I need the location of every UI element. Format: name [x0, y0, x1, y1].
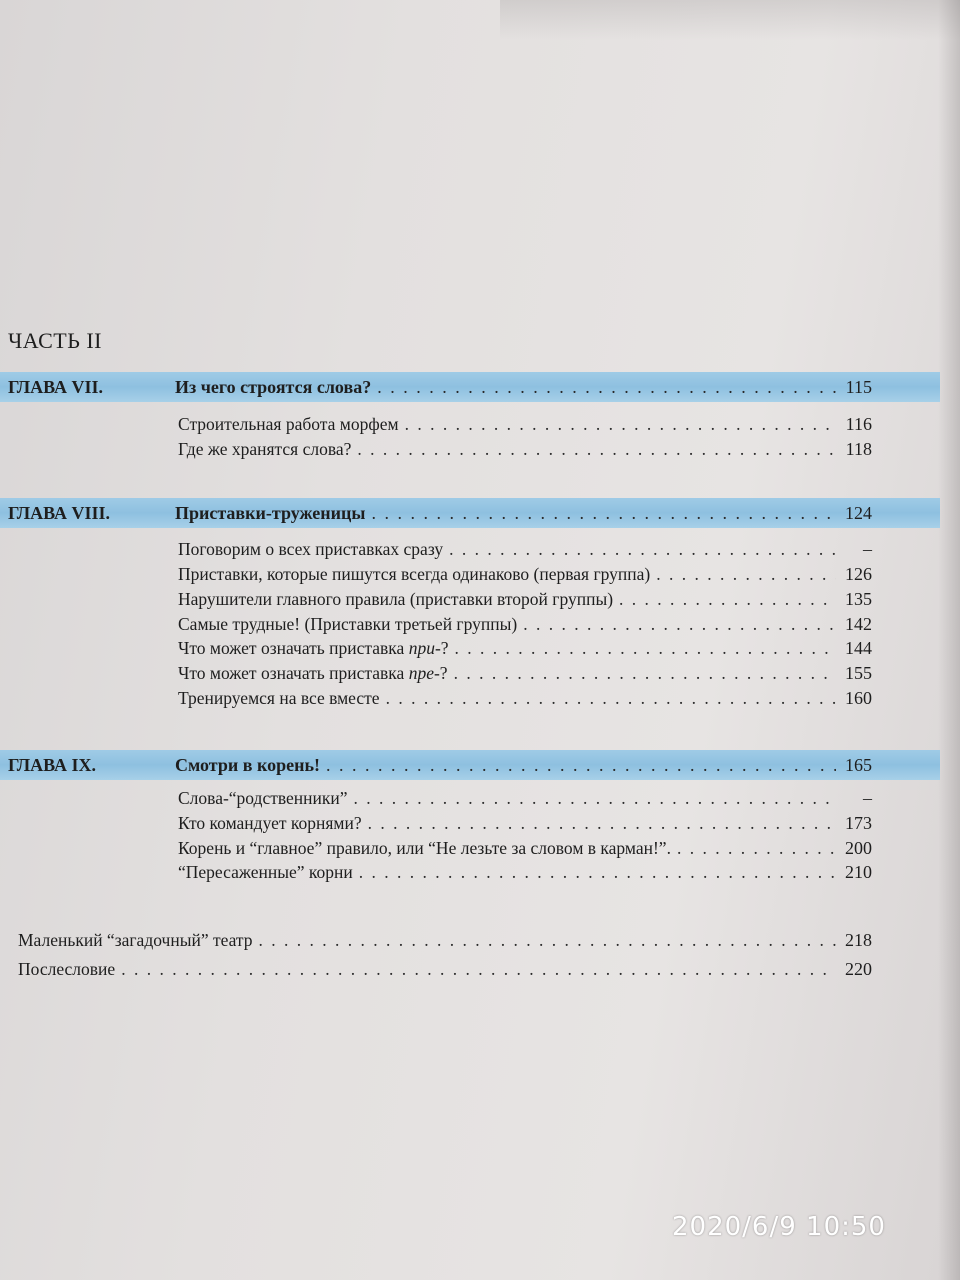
leader-dots [619, 589, 836, 610]
chapter-title: Приставки-труженицы [175, 502, 366, 523]
entry-page: 118 [845, 439, 872, 459]
toc-entry [18, 957, 872, 982]
entry-page: 218 [845, 930, 872, 950]
entry-title: Маленький “загадочный” театр [18, 930, 253, 950]
chapter-heading [0, 372, 872, 402]
entry-title: Строительная работа морфем [178, 414, 399, 434]
entry-title-italic: пре- [408, 663, 440, 683]
entry-title: Нарушители главного правила (приставки второй группы) [178, 589, 614, 609]
toc-entry [178, 412, 872, 437]
toc-entry [178, 811, 872, 836]
entry-page: 210 [845, 862, 872, 882]
entry-page: – [863, 788, 872, 808]
leader-dots [386, 688, 836, 709]
entry-title-italic: при- [408, 638, 441, 658]
chapter-heading [0, 750, 872, 780]
entry-page: 126 [845, 564, 872, 584]
chapter-page: 124 [845, 502, 872, 523]
entry-title: Приставки, которые пишутся всегда одинаково (первая группа) [178, 564, 651, 584]
chapter-title: Из чего строятся слова? [175, 376, 372, 397]
chapter-title-wrap [175, 503, 842, 524]
chapter-page: 165 [845, 754, 872, 775]
entry-title: Корень и “главное” правило, или “Не лезьте за словом в карман!”. [178, 838, 671, 858]
leader-dots [359, 862, 836, 883]
toc-entry [178, 612, 872, 637]
chapter-heading [0, 498, 872, 528]
entry-title: Где же хранятся слова? [178, 439, 352, 459]
toc-entry [178, 686, 872, 711]
entry-page: 173 [845, 813, 872, 833]
entry-title-end: ? [439, 663, 448, 683]
chapter-label: ГЛАВА IX. [8, 754, 97, 775]
leader-dots [454, 663, 836, 684]
toc-entry [178, 860, 872, 885]
entry-page: 155 [845, 663, 872, 683]
leader-dots [677, 838, 836, 859]
entry-title-start: Что может означать приставка [178, 663, 409, 683]
entry-title [178, 638, 449, 659]
entry-page: 135 [845, 589, 872, 609]
chapter-label: ГЛАВА VII. [8, 376, 104, 397]
entry-title: “Пересаженные” корни [178, 862, 353, 882]
toc-entry [178, 562, 872, 587]
bleed-through-shadow [500, 0, 960, 40]
chapter-title-wrap [175, 755, 842, 776]
leader-dots [405, 414, 836, 435]
entry-title: Поговорим о всех приставках сразу [178, 539, 444, 559]
entry-title-end: ? [440, 638, 449, 658]
toc-entry [178, 587, 872, 612]
leader-dots [354, 788, 836, 809]
part-title: ЧАСТЬ II [8, 328, 102, 353]
entry-title: Кто командует корнями? [178, 813, 362, 833]
page-edge-shadow [938, 0, 960, 1280]
chapter-title-wrap [175, 377, 842, 398]
entry-title-start: Что может означать приставка [178, 638, 409, 658]
entry-page: 200 [845, 838, 872, 858]
leader-dots [371, 503, 836, 524]
toc-entry [18, 928, 872, 953]
entry-page: 220 [845, 959, 872, 979]
leader-dots [121, 959, 836, 980]
toc-entry [178, 437, 872, 462]
toc-entry [178, 661, 872, 686]
entry-page: 144 [845, 638, 872, 658]
toc-entry [178, 836, 872, 861]
toc-entry [178, 786, 872, 811]
entry-page: 142 [845, 614, 872, 634]
leader-dots [449, 539, 836, 560]
toc-entry [178, 636, 872, 661]
chapter-label: ГЛАВА VIII. [8, 502, 111, 523]
entry-title: Самые трудные! (Приставки третьей группы) [178, 614, 518, 634]
entry-page: 160 [845, 688, 872, 708]
entry-title: Слова-“родственники” [178, 788, 348, 808]
chapter-page: 115 [845, 376, 872, 397]
chapter-title: Смотри в корень! [175, 754, 320, 775]
leader-dots [377, 377, 836, 398]
entry-page: 116 [845, 414, 872, 434]
toc-entry [178, 537, 872, 562]
leader-dots [523, 614, 836, 635]
leader-dots [455, 638, 836, 659]
leader-dots [656, 564, 836, 585]
leader-dots [326, 755, 836, 776]
entry-page: – [863, 539, 872, 559]
entry-title: Тренируемся на все вместе [178, 688, 380, 708]
entry-title [178, 663, 448, 684]
photo-timestamp: 2020/6/9 10:50 [672, 1212, 886, 1242]
leader-dots [368, 813, 836, 834]
leader-dots [259, 930, 836, 951]
entry-title: Послесловие [18, 959, 116, 979]
leader-dots [357, 439, 836, 460]
